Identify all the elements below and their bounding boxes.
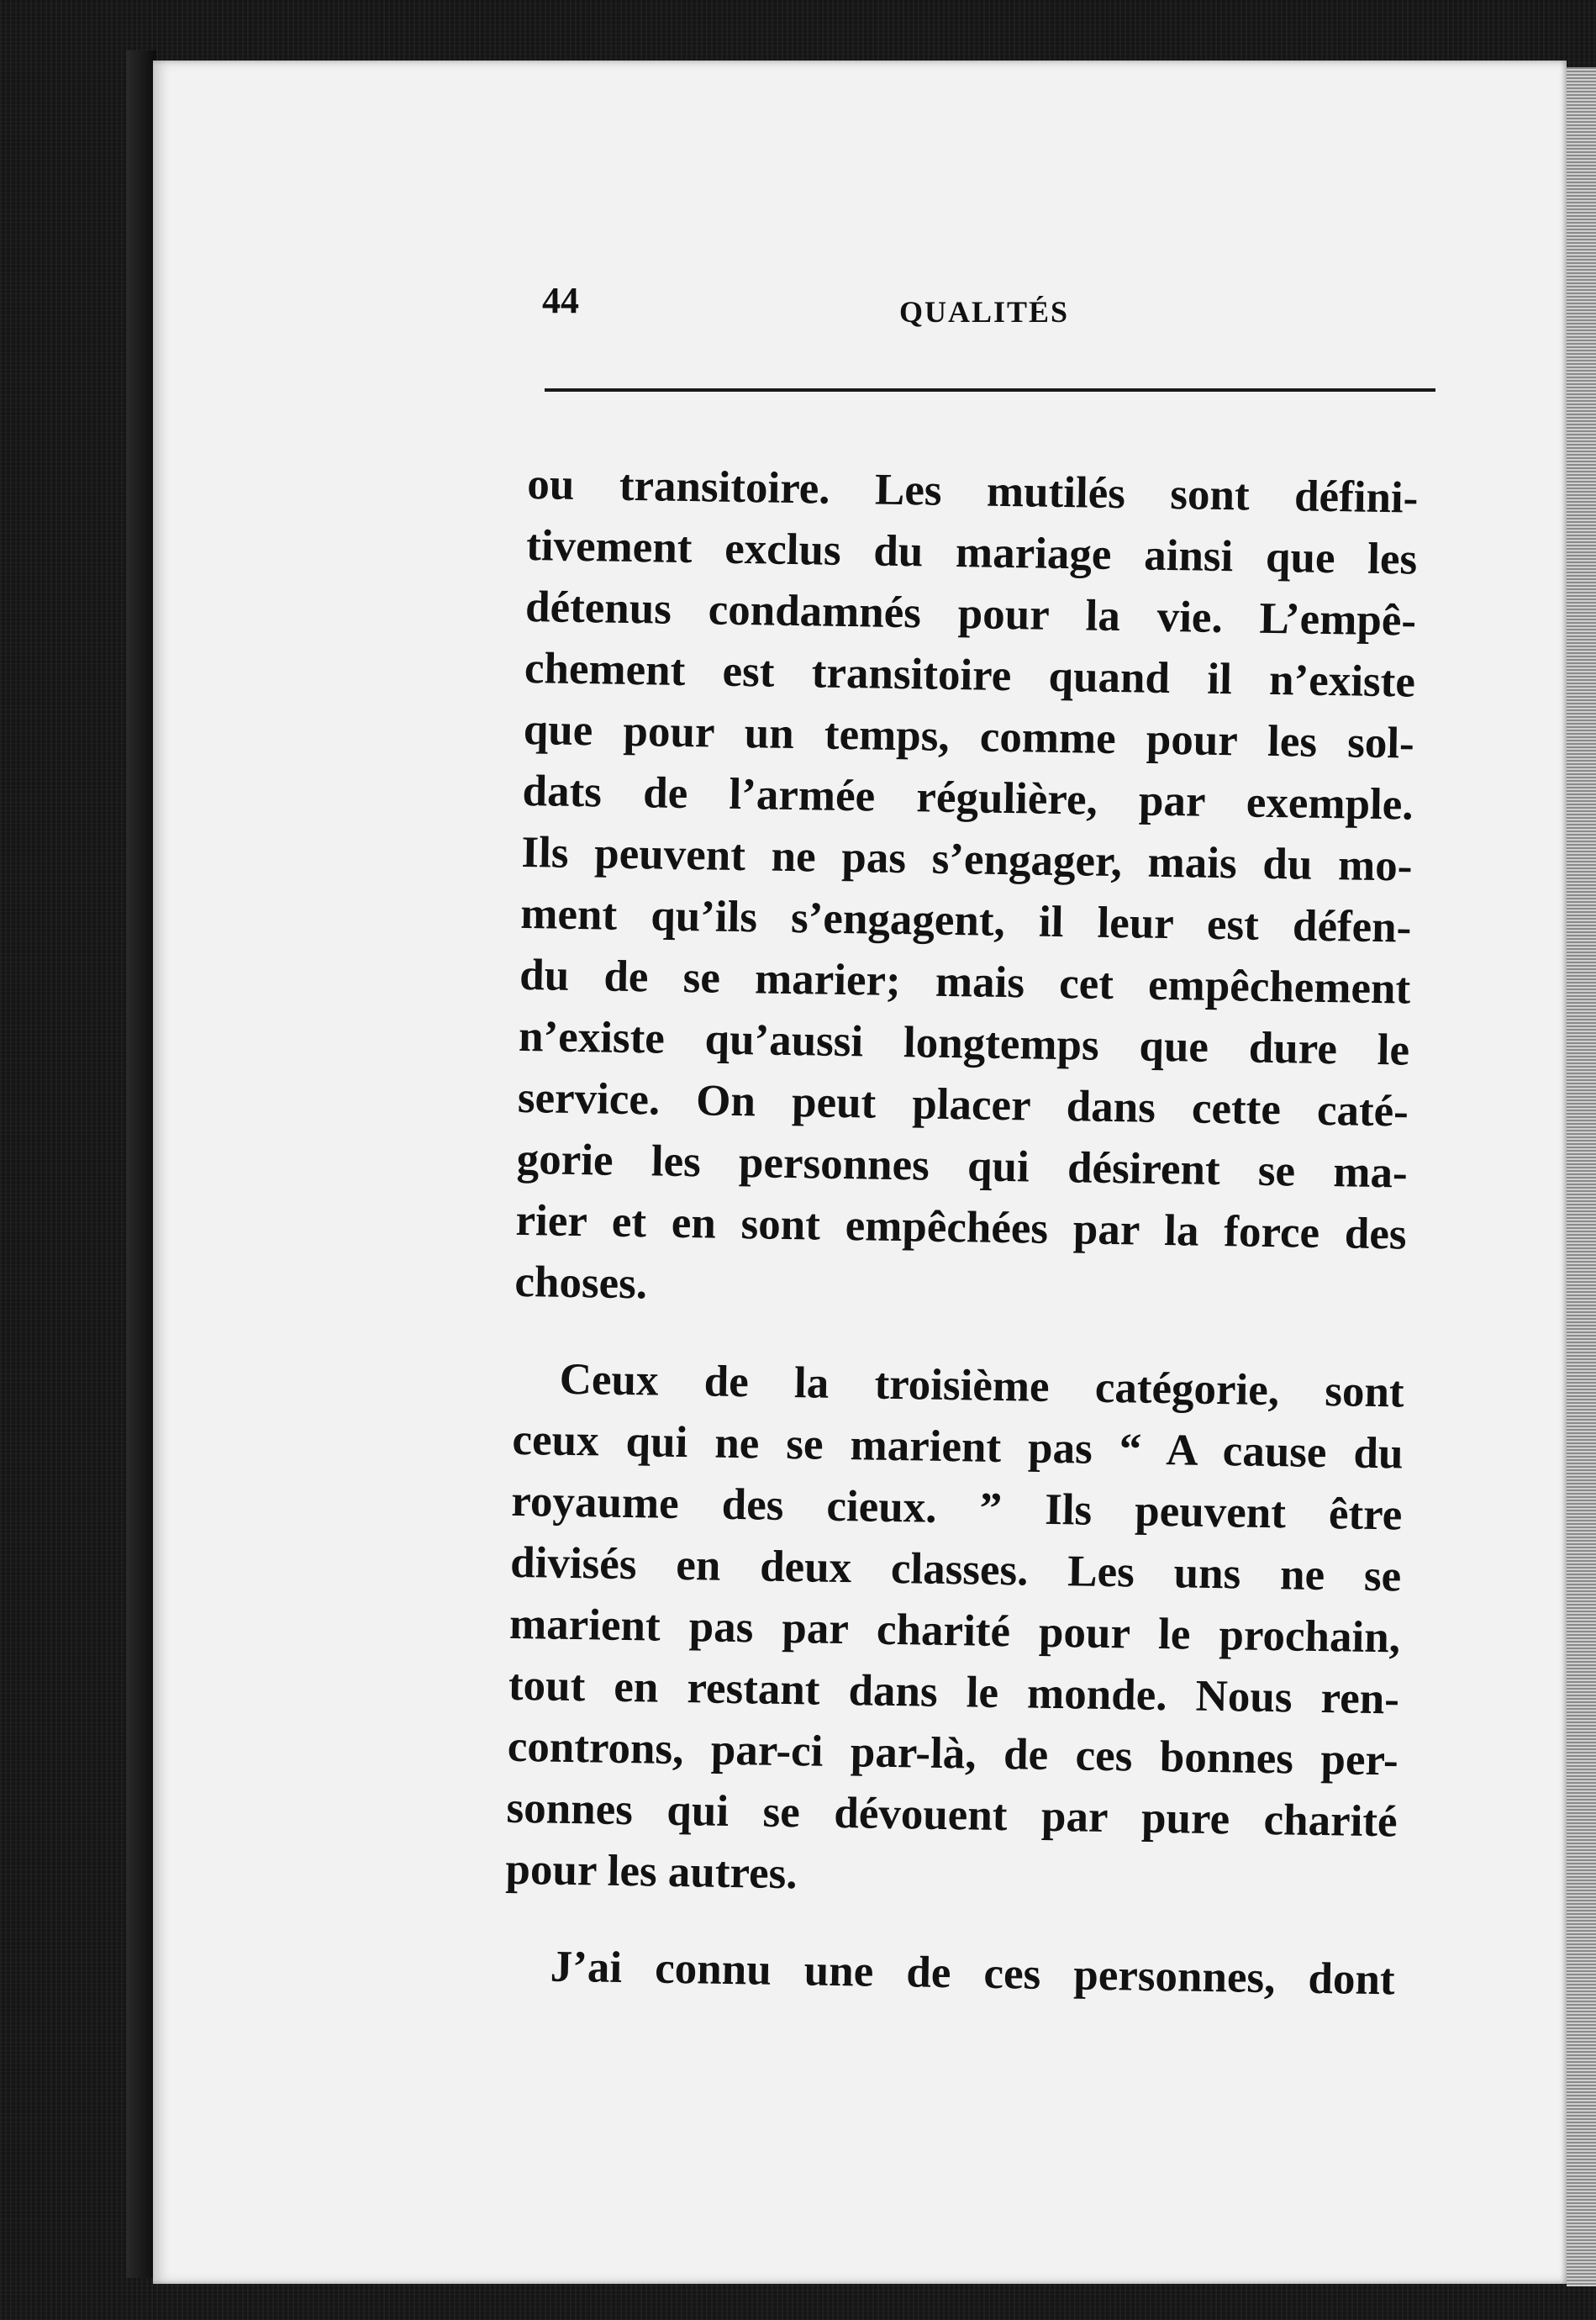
text-line: tivement exclus du mariage ainsi que les [525, 520, 1418, 584]
body-text [503, 454, 1419, 2011]
text-line: J’ai connu une de ces personnes, dont [550, 1942, 1396, 2005]
text-line: choses. [514, 1257, 648, 1309]
paragraph-2 [505, 1348, 1404, 1915]
paragraph-1 [514, 454, 1419, 1327]
text-line: tout en restant dans le monde. Nous ren- [508, 1660, 1400, 1724]
text-line: marient pas par charité pour le prochain, [508, 1599, 1401, 1663]
text-line: Ceux de la troisième catégorie, sont [559, 1354, 1405, 1417]
text-line: divisés en deux classes. Les uns ne se [509, 1537, 1402, 1601]
running-title: QUALITÉS [899, 295, 1070, 329]
text-line: ou transitoire. Les mutilés sont défini- [526, 459, 1419, 523]
text-line: pour les autres. [505, 1844, 798, 1899]
text-line: que pour un temps, comme pour les sol- [523, 704, 1415, 768]
text-line: service. On peut placer dans cette caté- [517, 1073, 1409, 1136]
header-rule [545, 388, 1435, 392]
text-line: sonnes qui se dévouent par pure charité [506, 1783, 1398, 1847]
text-line: royaume des cieux. ” Ils peuvent être [510, 1476, 1403, 1540]
text-line: gorie les personnes qui désirent se ma- [516, 1134, 1409, 1198]
text-line: n’existe qu’aussi longtemps que dure le [518, 1011, 1410, 1075]
text-line: du de se marier; mais cet empêchement [519, 950, 1411, 1014]
text-line: rier et en sont empêchées par la force des [515, 1195, 1407, 1259]
text-line: chement est transitoire quand il n’existe [524, 643, 1416, 707]
page-number: 44 [542, 280, 579, 321]
text-line: détenus condamnés pour la vie. L’empê- [524, 582, 1417, 646]
text-line: ceux qui ne se marient pas “ A cause du [512, 1415, 1404, 1479]
text-line: Ils peuvent ne pas s’engager, mais du mo- [521, 827, 1413, 891]
text-line: ment qu’ils s’engagent, il leur est défen- [519, 888, 1412, 952]
book-spine-edge [126, 50, 156, 2278]
text-line: dats de l’armée régulière, par exemple. [522, 766, 1414, 830]
text-line: controns, par-ci par-là, de ces bonnes per- [507, 1722, 1399, 1785]
page-header [542, 269, 1433, 345]
page-stack-edge [1567, 67, 1596, 2286]
